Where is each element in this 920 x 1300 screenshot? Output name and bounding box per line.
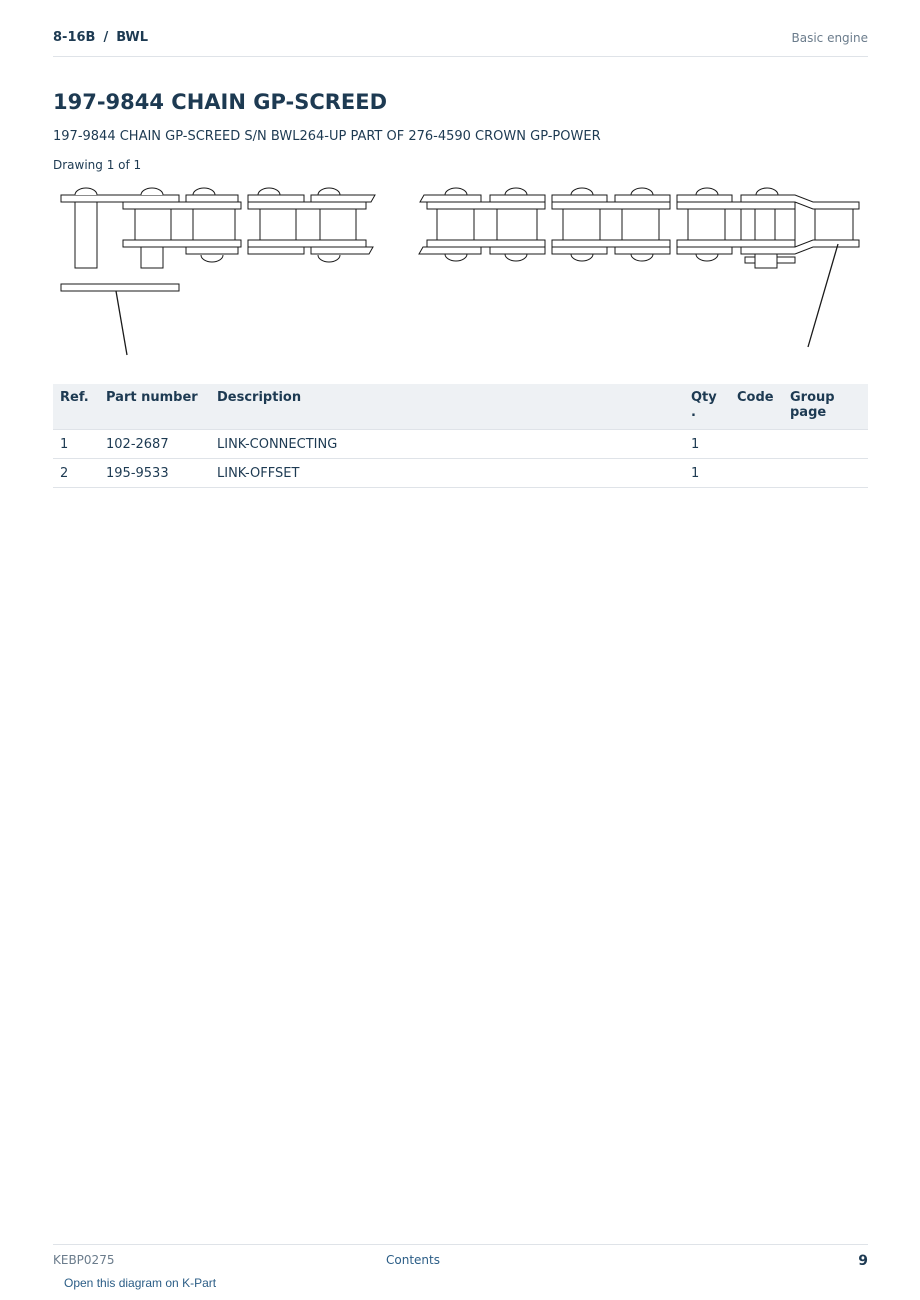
column-header-code: Code [730, 384, 783, 430]
open-in-kpart-link[interactable]: Open this diagram on K-Part [64, 1276, 217, 1290]
contents-link[interactable]: Contents [386, 1253, 440, 1267]
cell-part-number[interactable]: 195-9533 [99, 459, 210, 488]
page-number: 9 [858, 1253, 868, 1269]
chain-segment-right [419, 188, 795, 261]
cell-ref: 1 [53, 430, 99, 459]
parts-table [53, 384, 868, 488]
cell-qty: 1 [684, 459, 730, 488]
table-row [53, 459, 868, 488]
cell-qty: 1 [684, 430, 730, 459]
model-label: 8-16B [53, 30, 96, 45]
page-subtitle: 197-9844 CHAIN GP-SCREED S/N BWL264-UP PART OF 276-4590 CROWN GP-POWER [53, 129, 601, 144]
breadcrumb [53, 30, 148, 45]
column-header-ref: Ref. [53, 384, 99, 430]
cell-code [730, 459, 783, 488]
column-header-part-number: Part number [99, 384, 210, 430]
leader-line-2 [808, 244, 838, 347]
chain-diagram[interactable] [53, 180, 868, 360]
section-label: Basic engine [791, 31, 868, 45]
cell-code [730, 430, 783, 459]
breadcrumb-separator: / [103, 30, 109, 45]
page-footer [53, 1244, 868, 1269]
cell-ref: 2 [53, 459, 99, 488]
column-header-qty: Qty . [684, 384, 730, 430]
table-row [53, 430, 868, 459]
document-code: KEBP0275 [53, 1253, 115, 1267]
serial-prefix-label: BWL [116, 30, 149, 45]
cell-group-page [783, 459, 868, 488]
page-header [53, 28, 868, 57]
column-header-group-page: Group page [783, 384, 868, 430]
drawing-label: Drawing 1 of 1 [53, 158, 142, 172]
cell-description: LINK-CONNECTING [210, 430, 684, 459]
cell-part-number[interactable]: 102-2687 [99, 430, 210, 459]
leader-line-1 [116, 291, 127, 355]
cell-description: LINK-OFFSET [210, 459, 684, 488]
page-title: 197-9844 CHAIN GP-SCREED [53, 90, 388, 114]
column-header-description: Description [210, 384, 684, 430]
table-header-row [53, 384, 868, 430]
cell-group-page [783, 430, 868, 459]
